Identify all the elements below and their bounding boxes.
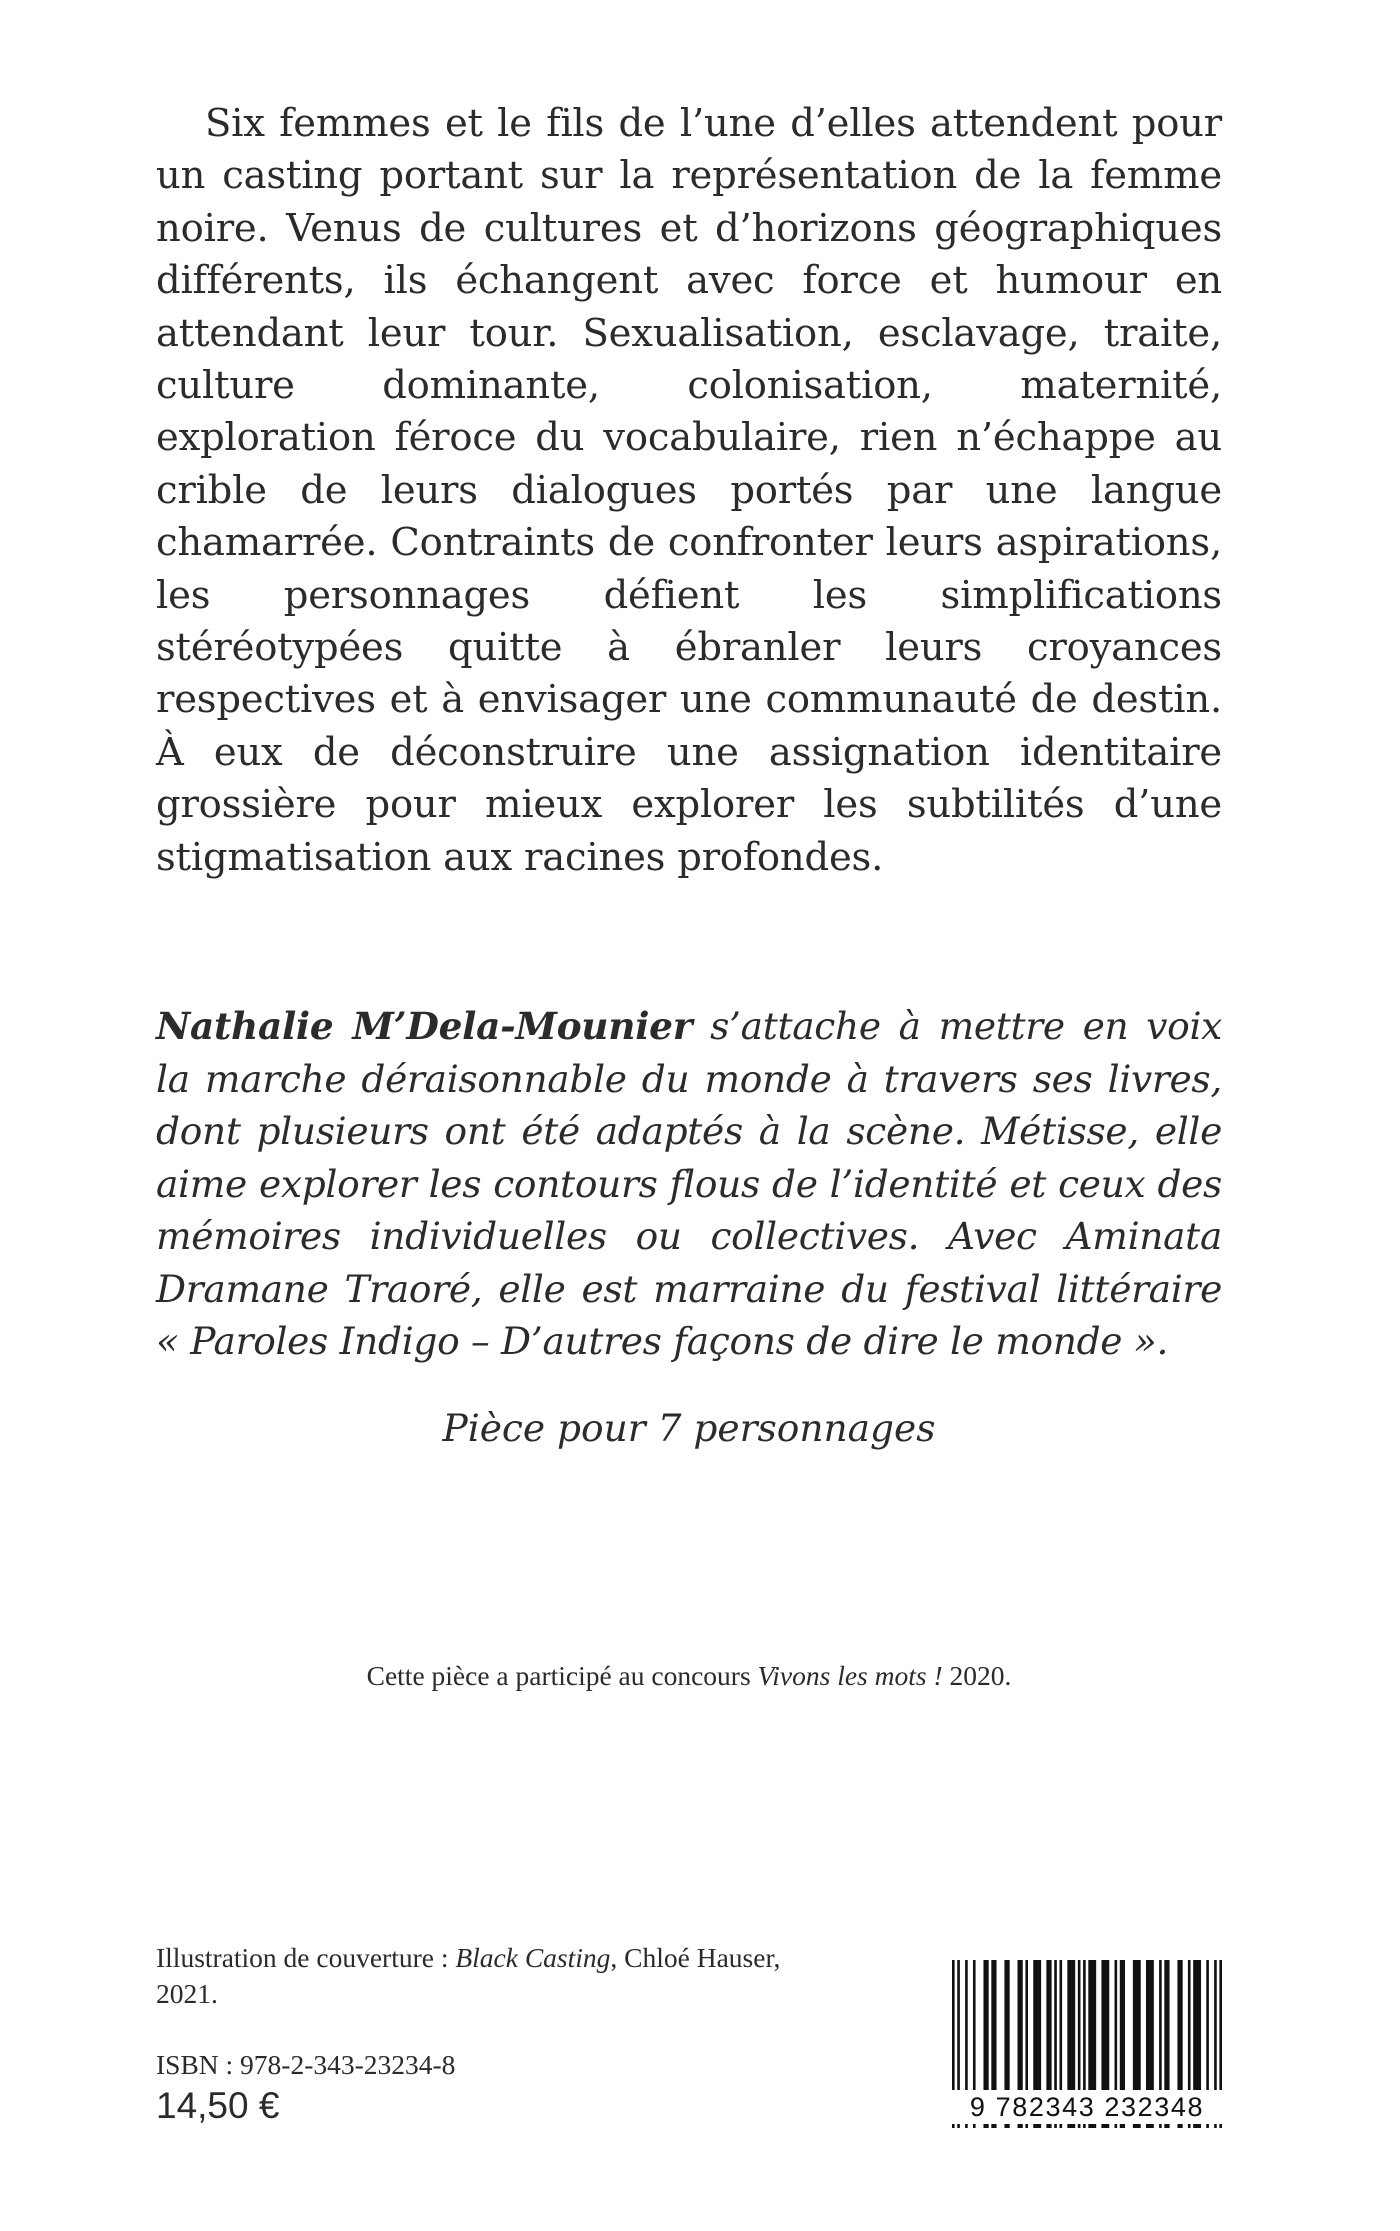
credit-title: Black Casting bbox=[455, 1942, 611, 1973]
synopsis-paragraph: Six femmes et le fils de l’une d’elles attendent pour un casting portant sur la représentation de la femme noire. Venus de cultures et d’horizons géographiques différents, ils échangent avec force et humour en attendant leur tour. Sexualisation, esclavage, traite, culture dominante, colonisation, maternité, exploration féroce du vocabulaire, rien n’échappe au crible de leurs dialogues portés par une langue chamarrée. Contraints de confronter leurs aspirations, les personnages défient les simplifications stéréotypées quitte à ébranler leurs croyances respectives et à envisager une communauté de destin. À eux de déconstruire une assignation identitaire grossière pour mieux explorer les subtilités d’une stigmatisation aux racines profondes. bbox=[156, 101, 1222, 880]
contest-prefix: Cette pièce a participé au concours bbox=[366, 1660, 758, 1691]
author-bio bbox=[156, 1000, 1222, 1368]
credit-suffix: , Chloé Hauser, 2021. bbox=[156, 1942, 781, 2009]
isbn-label: ISBN : 978-2-343-23234-8 bbox=[156, 2049, 456, 2080]
contest-note bbox=[156, 1658, 1222, 1694]
author-bio-text: s’attache à mettre en voix la marche déraisonnable du monde à travers ses livres, dont plusieurs ont été adaptés à la scène. Métisse, elle aime explorer les contours flous de l’identité et ceux des mémoires individuelles ou collectives. Avec Aminata Dramane Traoré, elle est marraine du festival littéraire « Paroles Indigo – D’autres façons de dire le monde ». bbox=[156, 1004, 1222, 1363]
credit-prefix: Illustration de couverture : bbox=[156, 1942, 456, 1973]
cast-size-note: Pièce pour 7 personnages bbox=[442, 1406, 936, 1450]
cover-illustration-credit bbox=[156, 1940, 796, 2012]
price-label: 14,50 € bbox=[156, 2085, 280, 2126]
contest-title: Vivons les mots ! bbox=[757, 1660, 943, 1691]
author-name: Nathalie M’Dela-Mounier bbox=[156, 1004, 693, 1048]
barcode bbox=[946, 1960, 1228, 2170]
contest-suffix: 2020. bbox=[942, 1660, 1012, 1691]
barcode-digits: 9 782343 232348 bbox=[946, 2090, 1228, 2124]
